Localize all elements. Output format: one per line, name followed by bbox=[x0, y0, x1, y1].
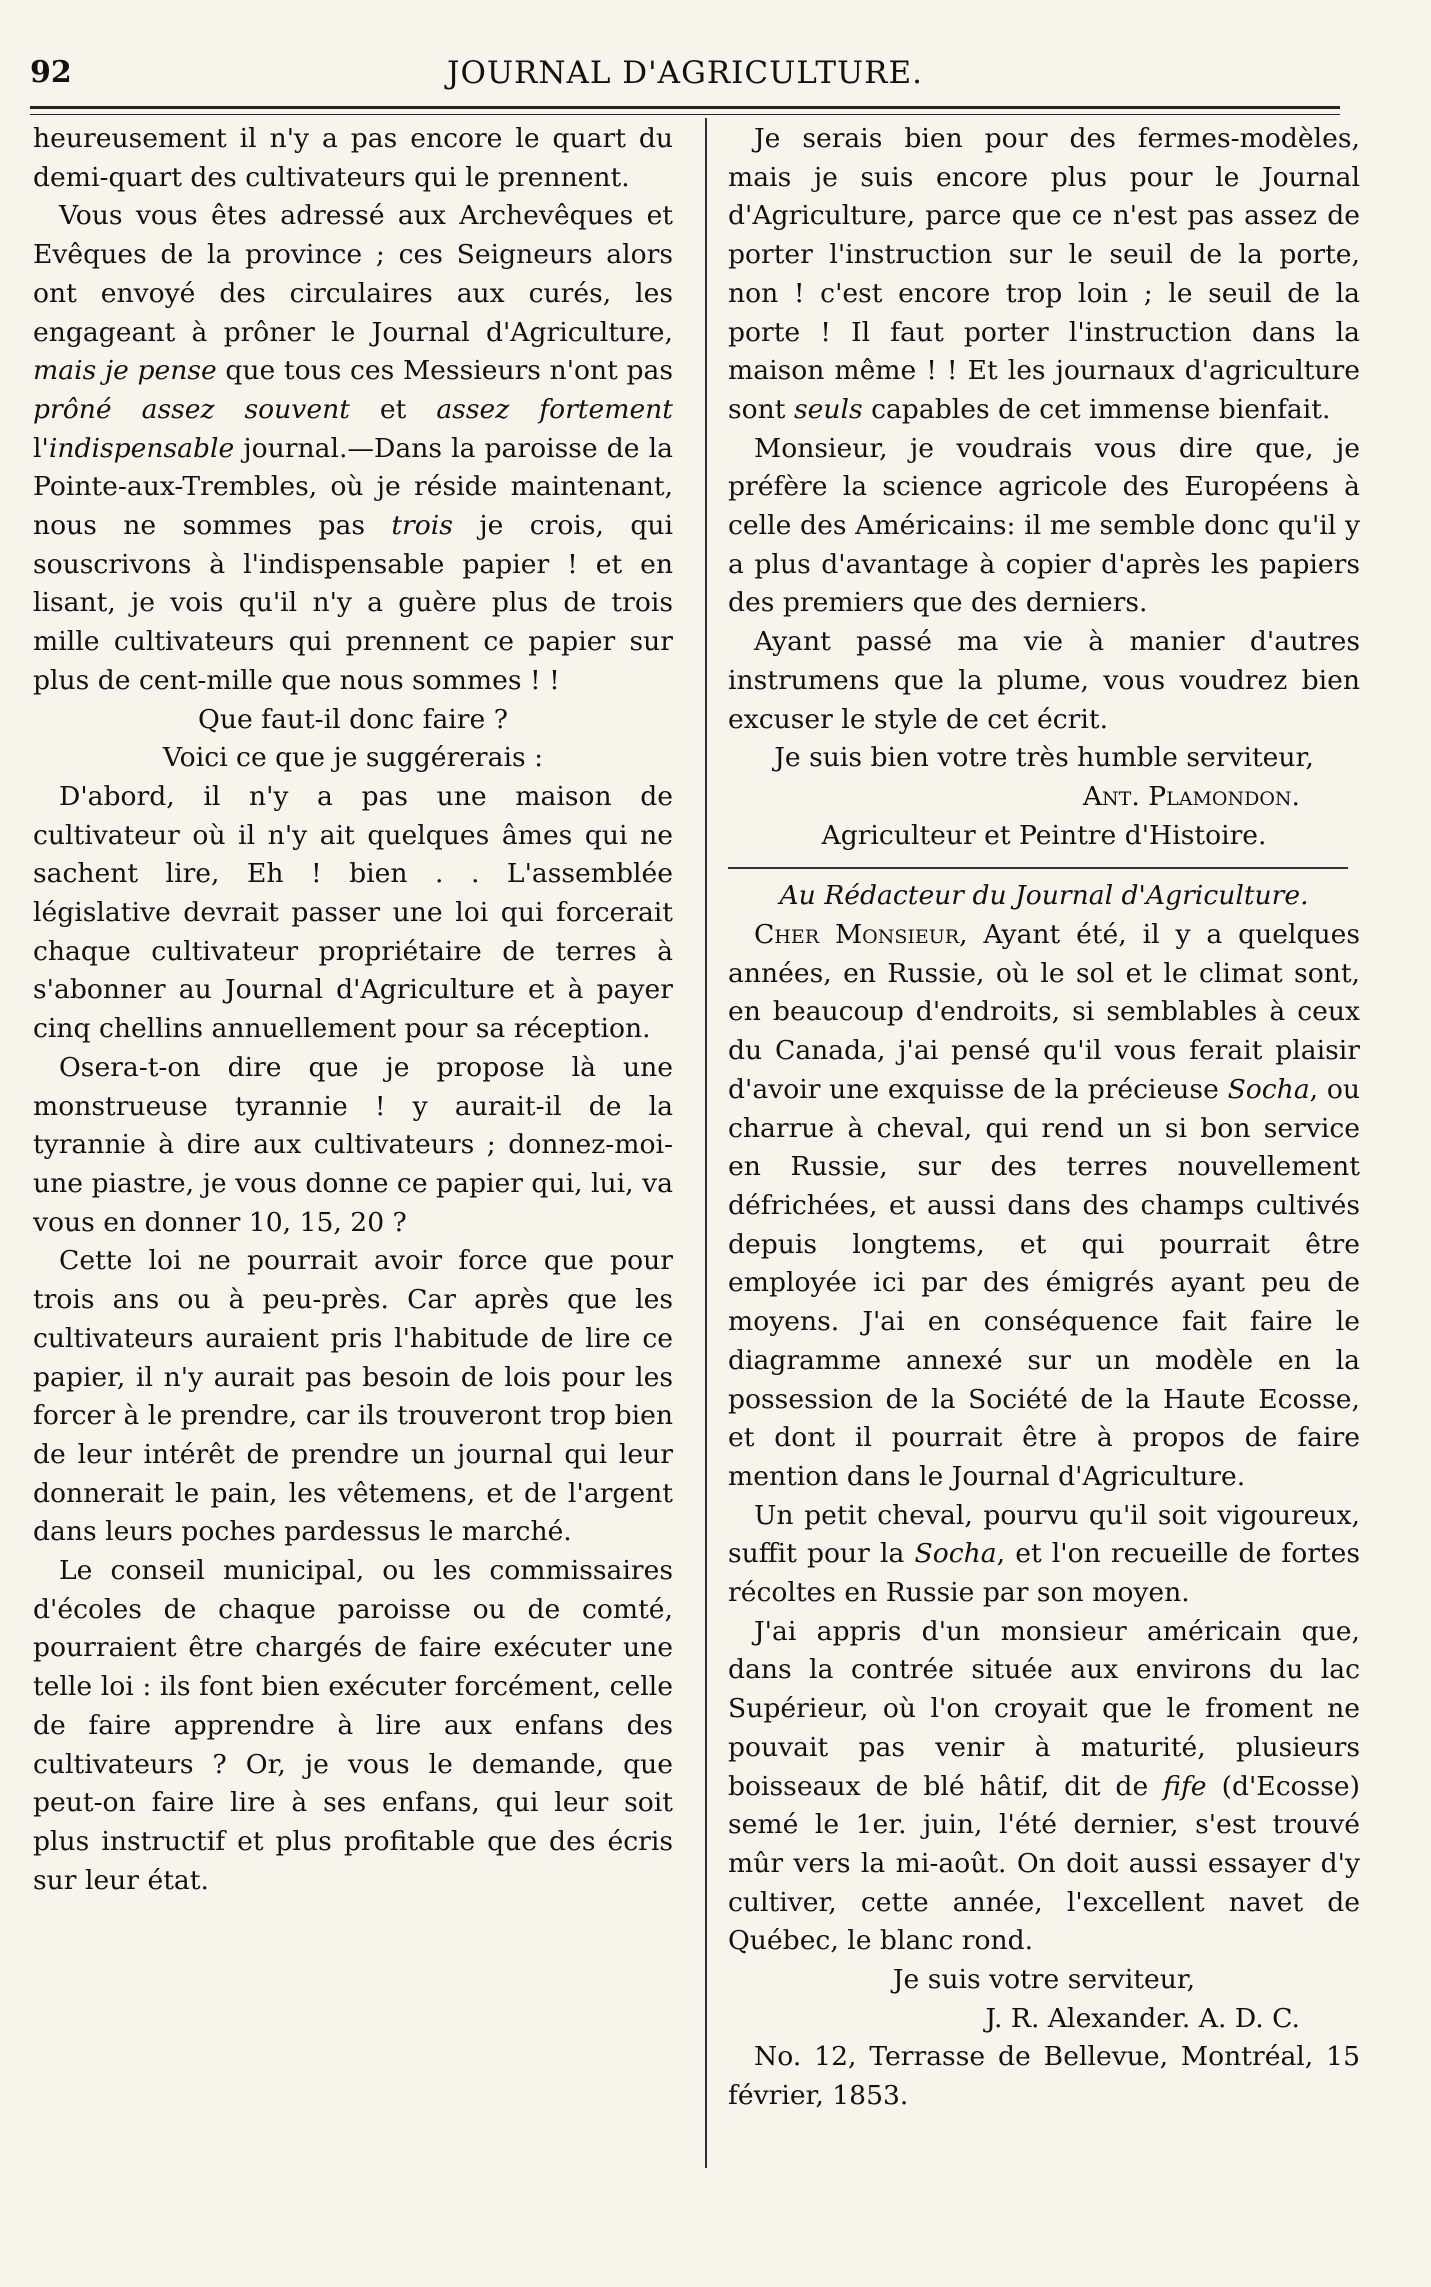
signature: Ant. Plamondon. bbox=[1082, 780, 1300, 812]
page-number: 92 bbox=[30, 55, 72, 90]
signature-title: Agriculteur et Peintre d'Histoire. bbox=[821, 819, 1267, 851]
address-line: No. 12, Terrasse de Bellevue, Montréal, 15 février, 1853. bbox=[728, 2041, 1360, 2112]
salutation: Cher Monsieur, bbox=[754, 919, 968, 951]
header-rule bbox=[30, 106, 1340, 115]
paragraph: Cette loi ne pourrait avoir force que pour trois ans ou à peu-près. Car après que les cultivateurs auraient pris l'habitude de lire ce papier, il n'y aurait pas besoin de lois pour les forcer à le prendre, car ils trouveront trop bien de leur intérêt de prendre un journal qui leur donnerait le pain, les vêtemens, et de l'argent dans leurs poches pardessus le marché. bbox=[33, 1245, 673, 1548]
paragraph: D'abord, il n'y a pas une maison de cultivateur où il n'y ait quelques âmes qui ne sachent lire, Eh ! bien . . L'assemblée législative devrait passer une loi qui forcerait chaque cultivateur propriétaire de terres à s'abonner au Journal d'Agriculture et à payer cinq chellins annuellement pour sa réception. bbox=[33, 780, 673, 1045]
paragraph: Je serais bien pour des fermes-modèles, mais je suis encore plus pour le Journal d'Agriculture, parce que ce n'est pas assez de porter l'instruction sur le seuil de la porte, non ! c'est encore trop loin ; le seuil de la porte ! Il faut porter l'instruction dans la maison même ! ! Et les journaux d'agriculture sont seuls capables de cet immense bienfait. bbox=[728, 123, 1360, 425]
column-divider bbox=[705, 118, 707, 2168]
closing-line: Je suis bien votre très humble serviteur, bbox=[774, 742, 1314, 774]
paragraph: Monsieur, je voudrais vous dire que, je préfère la science agricole des Européens à celle des Américains: il me semble donc qu'il y a plus d'avantage à copier d'après les papiers des premiers que des derniers. bbox=[728, 432, 1360, 619]
paragraph: Le conseil municipal, ou les commissaires d'écoles de chaque paroisse ou de comté, pourraient être chargés de faire exécuter une telle loi : ils font bien exécuter forcément, celle de faire apprendre à lire aux enfans des cultivateurs ? Or, je vous le demande, que peut-on faire lire à ses enfans, qui leur soit plus instructif et plus profitable que des écris sur leur état. bbox=[33, 1555, 673, 1896]
paragraph: Un petit cheval, pourvu qu'il soit vigoureux, suffit pour la Socha, et l'on recueille de fortes récoltes en Russie par son moyen. bbox=[728, 1499, 1360, 1609]
question-line: Que faut-il donc faire ? bbox=[198, 703, 508, 735]
page-header bbox=[30, 55, 1340, 105]
question-line: Voici ce que je suggérerais : bbox=[162, 742, 544, 774]
paragraph: Osera-t-on dire que je propose là une monstrueuse tyrannie ! y aurait-il de la tyrannie à dire aux cultivateurs ; donnez-moi-une piastre, je vous donne ce papier qui, lui, va vous en donner 10, 15, 20 ? bbox=[33, 1051, 673, 1238]
paragraph: Cher Monsieur, Ayant été, il y a quelques années, en Russie, où le sol et le climat sont, en beaucoup d'endroits, si semblables à ceux du Canada, j'ai pensé qu'il vous ferait plaisir d'avoir une exquisse de la précieuse Socha, ou charrue à cheval, qui rend un si bon service en Russie, sur des terres nouvellement défrichées, et aussi dans des champs cultivés depuis longtems, et qui pourrait être employée ici par des émigrés ayant peu de moyens. J'ai en conséquence fait faire le diagramme annexé sur un modèle en la possession de la Société de la Haute Ecosse, et dont il pourrait être à propos de faire mention dans le Journal d'Agriculture. bbox=[728, 919, 1361, 1492]
closing-line: Je suis votre serviteur, bbox=[892, 1964, 1196, 1996]
paragraph: heureusement il n'y a pas encore le quart du demi-quart des cultivateurs qui le prennent. bbox=[33, 123, 673, 193]
paragraph: Ayant passé ma vie à manier d'autres instrumens que la plume, vous voudrez bien excuser le style de cet écrit. bbox=[728, 626, 1360, 735]
paragraph: Vous vous êtes adressé aux Archevêques et Evêques de la province ; ces Seigneurs alors ont envoyé des circulaires aux curés, les engageant à prôner le Journal d'Agriculture, mais je pense que tous ces Messieurs n'ont pas prôné assez souvent et assez fortement l'indispensable journal.—Dans la paroisse de la Pointe-aux-Trembles, où je réside maintenant, nous ne sommes pas trois je crois, qui souscrivons à l'indispensable papier ! et en lisant, je vois qu'il n'y a guère plus de trois mille cultivateurs qui prennent ce papier sur plus de cent-mille que nous sommes ! ! bbox=[33, 200, 674, 696]
letter-heading: Au Rédacteur du Journal d'Agriculture. bbox=[779, 880, 1309, 912]
running-title: JOURNAL D'AGRICULTURE. bbox=[447, 55, 923, 91]
paragraph: J'ai appris d'un monsieur américain que, dans la contrée située aux environs du lac Supérieur, où l'on croyait que le froment ne pouvait pas venir à maturité, plusieurs boisseaux de blé hâtif, dit de fife (d'Ecosse) semé le 1er. juin, l'été dernier, s'est trouvé mûr vers la mi-août. On doit aussi essayer d'y cultiver, cette année, l'excellent navet de Québec, le blanc rond. bbox=[728, 1615, 1361, 1957]
left-column bbox=[33, 120, 673, 1900]
right-column bbox=[728, 120, 1360, 2116]
section-rule bbox=[728, 867, 1348, 869]
signature: J. R. Alexander. A. D. C. bbox=[985, 2002, 1300, 2034]
